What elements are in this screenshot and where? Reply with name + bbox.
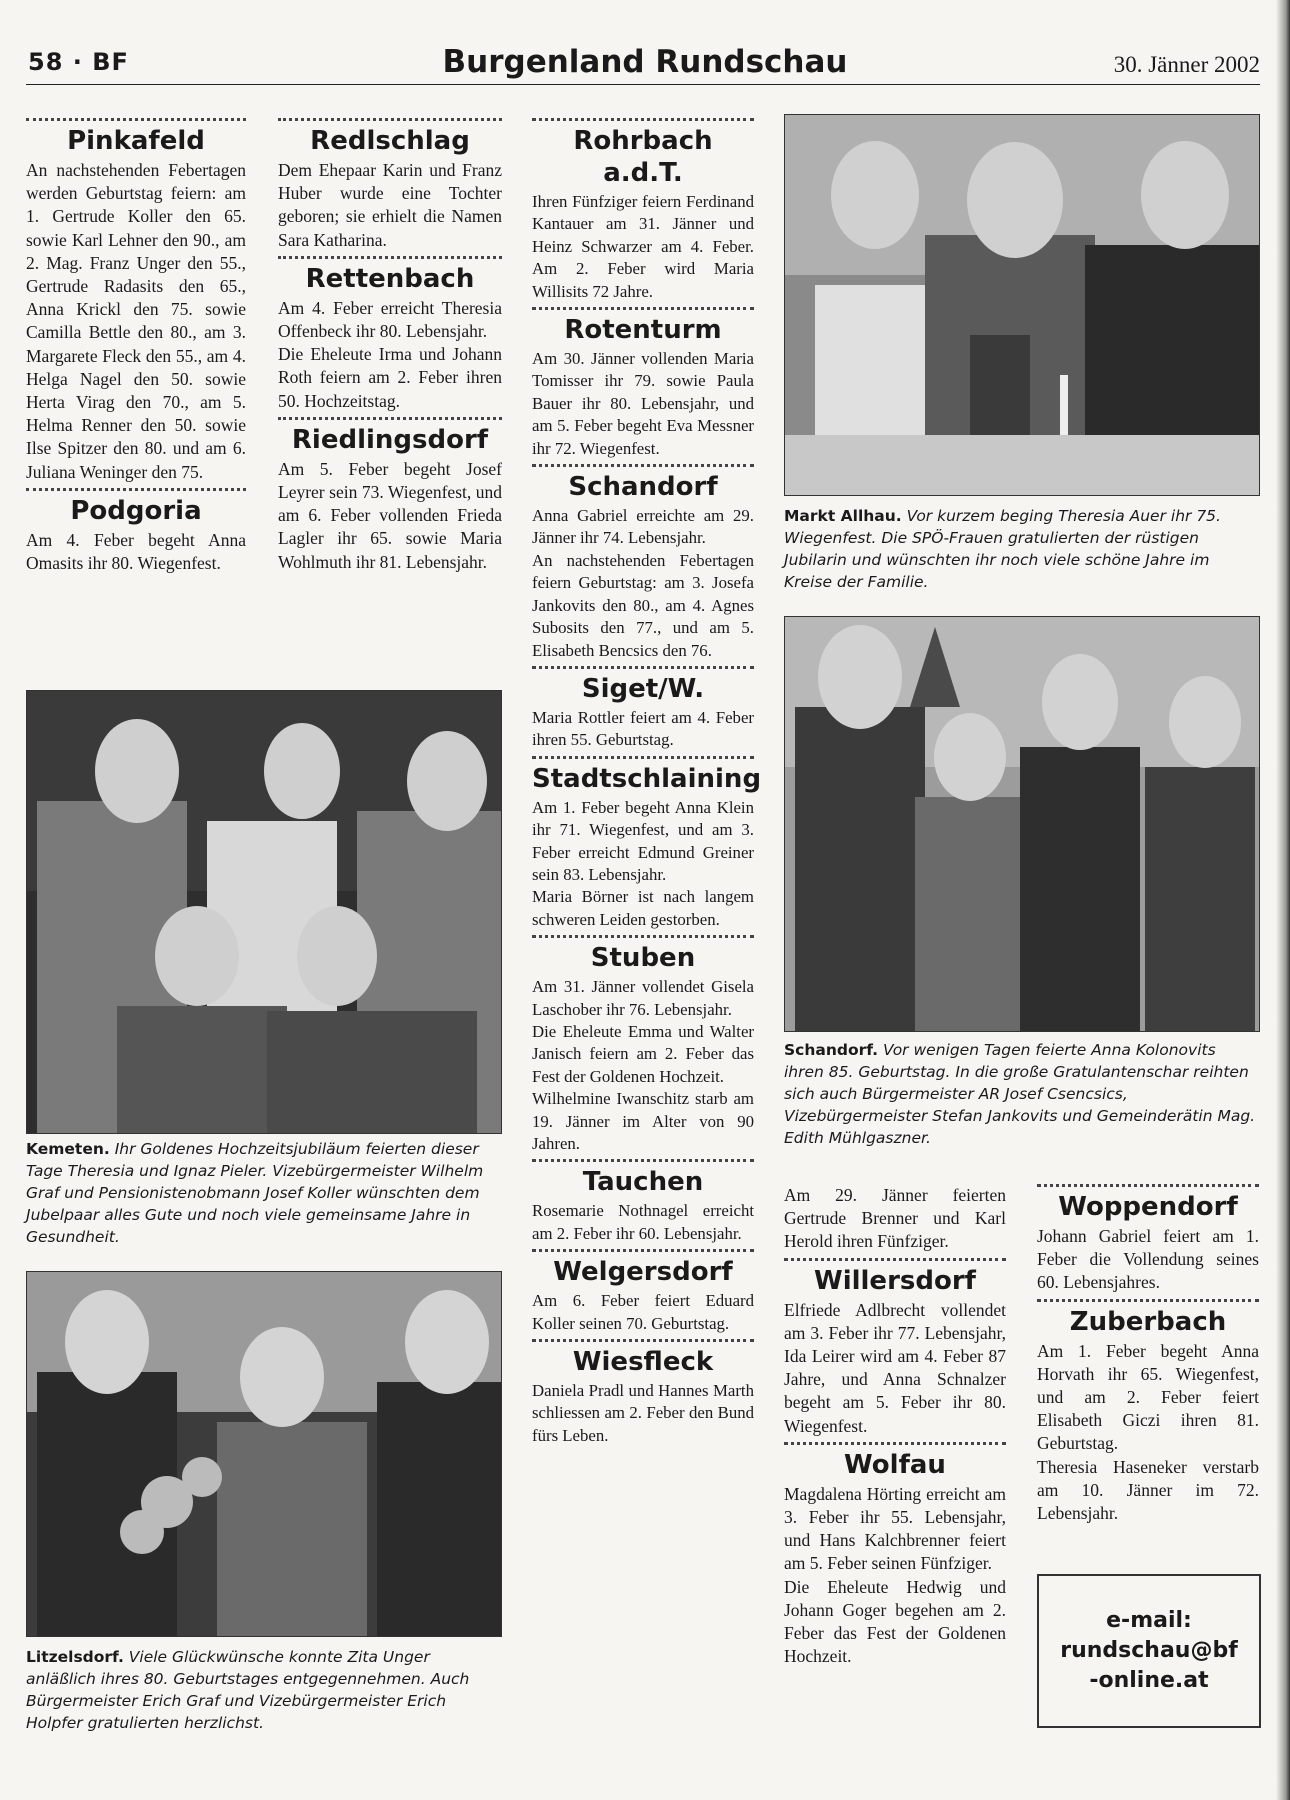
column-4 [784, 1184, 1006, 1672]
article-rohrbach [532, 118, 754, 303]
article-text: Am 31. Jänner vollendet Gisela Laschober ihr 76. Lebensjahr. [532, 977, 754, 1019]
article-redlschlag [278, 118, 502, 252]
dotted-divider [532, 935, 754, 938]
dotted-divider [278, 256, 502, 259]
page-spine-shadow [1276, 0, 1290, 1800]
caption-text: Vor kurzem beging Theresia Auer ihr 75. Wiegenfest. Die SPÖ-Frauen gratulierten der rüstigen Jubilarin und wünschten ihr noch viele schöne Jahre im Kreise der Familie. [784, 507, 1221, 591]
article-title: Rotenturm [564, 315, 722, 346]
dotted-divider [26, 118, 246, 121]
article-text: Die Eheleute Emma und Walter Janisch feiern am 2. Feber das Fest der Goldenen Hochzeit. [532, 1021, 754, 1086]
dotted-divider [784, 1442, 1006, 1445]
article-siget [532, 666, 754, 752]
article-welgersdorf [532, 1249, 754, 1335]
issue-date: 30. Jänner 2002 [1113, 52, 1260, 77]
article-pinkafeld [26, 118, 246, 484]
article-zuberbach [1037, 1299, 1259, 1526]
article-text: Theresia Haseneker verstarb am 10. Jänner im 72. Lebensjahr. [1037, 1456, 1259, 1524]
dotted-divider [278, 118, 502, 121]
article-title: Wolfau [844, 1449, 946, 1480]
caption-markt-allhau [784, 505, 1258, 593]
article-text: Am 1. Feber begeht Anna Horvath ihr 65. Wiegenfest, und am 2. Feber feiert Elisabeth Giczi ihren 81. Geburtstag. [1037, 1340, 1259, 1454]
article-schandorf [532, 464, 754, 662]
caption-kemeten [26, 1138, 500, 1248]
article-text: Magdalena Hörting erreicht am 3. Feber ihr 55. Lebensjahr, und Hans Kalchbrenner feiert am 5. Feber seinen Fünfziger. [784, 1483, 1006, 1574]
column-3 [532, 118, 762, 1451]
article-text: Anna Gabriel erreichte am 29. Jänner ihr 74. Lebensjahr. [532, 506, 754, 548]
dotted-divider [532, 1159, 754, 1162]
email-address[interactable]: rundschau@bf-online.at [1060, 1638, 1238, 1693]
article-text: Am 1. Feber begeht Anna Klein ihr 71. Wiegenfest, und am 3. Feber erreicht Edmund Greiner sein 83. Lebensjahr. [532, 797, 754, 884]
caption-text: Vor wenigen Tagen feierte Anna Kolonovits ihren 85. Geburtstag. In die große Gratulantenschar reihten sich auch Bürgermeister AR Josef Csencsics, Vizebürgermeister Stefan Jankovits und Gemeinderätin Mag. Edith Mühlgaszner. [784, 1041, 1256, 1147]
article-title: Zuberbach [1069, 1306, 1227, 1337]
article-text: Am 4. Feber begeht Anna Omasits ihr 80. Wiegenfest. [26, 529, 246, 574]
article-text: Elfriede Adlbrecht vollendet am 3. Feber ihr 77. Lebensjahr, Ida Leirer wird am 4. Feber 87 Jahre, und Anna Schnalzer begeht am 5. Feber ihr 80. Wiegenfest. [784, 1299, 1006, 1436]
article-text: An nachstehenden Febertagen werden Geburtstag feiern: am 1. Gertrude Koller den 65. sowie Karl Lehner den 90., am 2. Mag. Franz Unger den 55., Gertrude Radasits den 65., Anna Krickl den 75. sowie Camilla Bettle den 80., am 3. Margarete Fleck den 55., am 4. Helga Nagel den 50. sowie Herta Virag den 70., am 5. Helma Renner den 50. sowie Ilse Spitzer den 80. und am 6. Juliana Weninger den 75. [26, 160, 246, 482]
dotted-divider [532, 307, 754, 310]
article-text: Ihren Fünfziger feiern Ferdinand Kantauer am 31. Jänner und Heinz Schwarzer am 4. Feber. Am 2. Feber wird Maria Willisits 72 Jahre. [532, 192, 754, 301]
caption-litzelsdorf [26, 1646, 500, 1734]
article-title: Stuben [590, 943, 696, 974]
caption-text: Ihr Goldenes Hochzeitsjubiläum feierten dieser Tage Theresia und Ignaz Pieler. Vizebürgermeister Wilhelm Graf und Pensionistenobmann Josef Koller wünschten dem Jubelpaar alles Gute und noch viele gemeinsame Jahre in Gesundheit. [26, 1140, 484, 1246]
email-contact-box [1037, 1574, 1261, 1728]
article-title: Woppendorf [1058, 1192, 1238, 1222]
page-number: 58 · BF [28, 48, 129, 76]
article-title: Siget/W. [581, 673, 705, 704]
article-title: Schandorf [568, 472, 718, 503]
article-woppendorf [1037, 1184, 1259, 1295]
caption-text: Viele Glückwünsche konnte Zita Unger anläßlich ihres 80. Geburtstages entgegennehmen. Auch Bürgermeister Erich Graf und Vizebürgermeister Erich Holpfer gratulierten herzlichst. [26, 1648, 470, 1732]
article-title: Welgersdorf [553, 1257, 733, 1288]
dotted-divider [278, 417, 502, 420]
article-text: Wilhelmine Iwanschitz starb am 19. Jänner im Alter von 90 Jahren. [532, 1089, 754, 1153]
caption-place: Litzelsdorf. [26, 1648, 124, 1666]
column-1 [26, 118, 246, 579]
article-title: Tauchen [582, 1167, 704, 1198]
article-title: Pinkafeld [67, 126, 205, 156]
dotted-divider [532, 756, 754, 759]
article-text: Am 4. Feber erreicht Theresia Offenbeck ihr 80. Lebensjahr. [278, 297, 502, 342]
dotted-divider [532, 1339, 754, 1342]
dotted-divider [532, 666, 754, 669]
article-text: Am 5. Feber begeht Josef Leyrer sein 73. Wiegenfest, und am 6. Feber vollenden Frieda Lagler ihr 65. sowie Maria Wohlmuth ihr 81. Lebensjahr. [278, 458, 502, 572]
header-rule [26, 84, 1260, 85]
article-text: Maria Börner ist nach langem schweren Leiden gestorben. [532, 887, 754, 929]
caption-place: Kemeten. [26, 1140, 110, 1158]
article-rotenturm [532, 307, 754, 460]
article-title: Wiesfleck [572, 1347, 714, 1378]
article-title: Redlschlag [310, 126, 470, 156]
article-stadtschlaining [532, 756, 762, 931]
masthead-title: Burgenland Rundschau [442, 44, 848, 80]
dotted-divider [26, 488, 246, 491]
article-title: Rettenbach [305, 263, 475, 294]
article-rettenbach [278, 256, 502, 413]
dotted-divider [532, 118, 754, 121]
caption-place: Markt Allhau. [784, 507, 902, 525]
article-text: Die Eheleute Irma und Johann Roth feiern am 2. Feber ihren 50. Hochzeitstag. [278, 344, 502, 411]
article-title: Podgoria [70, 495, 202, 526]
photo-markt-allhau [784, 114, 1260, 496]
article-text: Am 6. Feber feiert Eduard Koller seinen 70. Geburtstag. [532, 1291, 754, 1333]
article-text: Die Eheleute Hedwig und Johann Goger begehen am 2. Feber das Fest der Goldenen Hochzeit. [784, 1576, 1006, 1667]
article-wolfau [784, 1442, 1006, 1669]
article-text: Rosemarie Nothnagel erreicht am 2. Feber ihr 60. Lebensjahr. [532, 1201, 754, 1243]
article-text: Maria Rottler feiert am 4. Feber ihren 55. Geburtstag. [532, 707, 754, 750]
article-title: Willersdorf [814, 1265, 976, 1296]
photo-litzelsdorf [26, 1271, 502, 1637]
article-text: An nachstehenden Febertagen feiern Geburtstag: am 3. Josefa Jankovits den 80., am 4. Agnes Subosits den 77., und am 5. Elisabeth Bencsics den 76. [532, 550, 754, 660]
photo-kemeten [26, 690, 502, 1134]
caption-schandorf [784, 1039, 1258, 1149]
article-riedlingsdorf [278, 417, 502, 574]
article-text: Johann Gabriel feiert am 1. Feber die Vollendung seines 60. Lebensjahres. [1037, 1226, 1259, 1293]
article-wiesfleck [532, 1339, 754, 1447]
article-text: Am 30. Jänner vollenden Maria Tomisser ihr 79. sowie Paula Bauer ihr 80. Lebensjahr, und am 5. Feber begeht Eva Messner ihr 72. Wiegenfest. [532, 349, 754, 458]
dotted-divider [784, 1258, 1006, 1261]
article-willersdorf [784, 1258, 1006, 1438]
photo-schandorf [784, 616, 1260, 1032]
article-tauchen [532, 1159, 754, 1245]
article-stuben [532, 935, 754, 1155]
article-title: Rohrbach a.d.T. [573, 126, 713, 188]
article-title: Stadtschlaining [532, 763, 762, 794]
article-podgoria [26, 488, 246, 575]
dotted-divider [1037, 1299, 1259, 1302]
email-label: e-mail: [1106, 1608, 1192, 1633]
dotted-divider [532, 1249, 754, 1252]
column-2 [278, 118, 502, 578]
article-text: Daniela Pradl und Hannes Marth schliessen am 2. Feber den Bund fürs Leben. [532, 1381, 754, 1445]
article-title: Riedlingsdorf [291, 424, 489, 455]
dotted-divider [532, 464, 754, 467]
article-text: Dem Ehepaar Karin und Franz Huber wurde eine Tochter geboren; sie erhielt die Namen Sara Katharina. [278, 160, 502, 250]
dotted-divider [1037, 1184, 1259, 1187]
column-5 [1037, 1184, 1259, 1529]
article-text: Am 29. Jänner feierten Gertrude Brenner und Karl Herold ihren Fünfziger. [784, 1185, 1006, 1252]
caption-place: Schandorf. [784, 1041, 879, 1059]
